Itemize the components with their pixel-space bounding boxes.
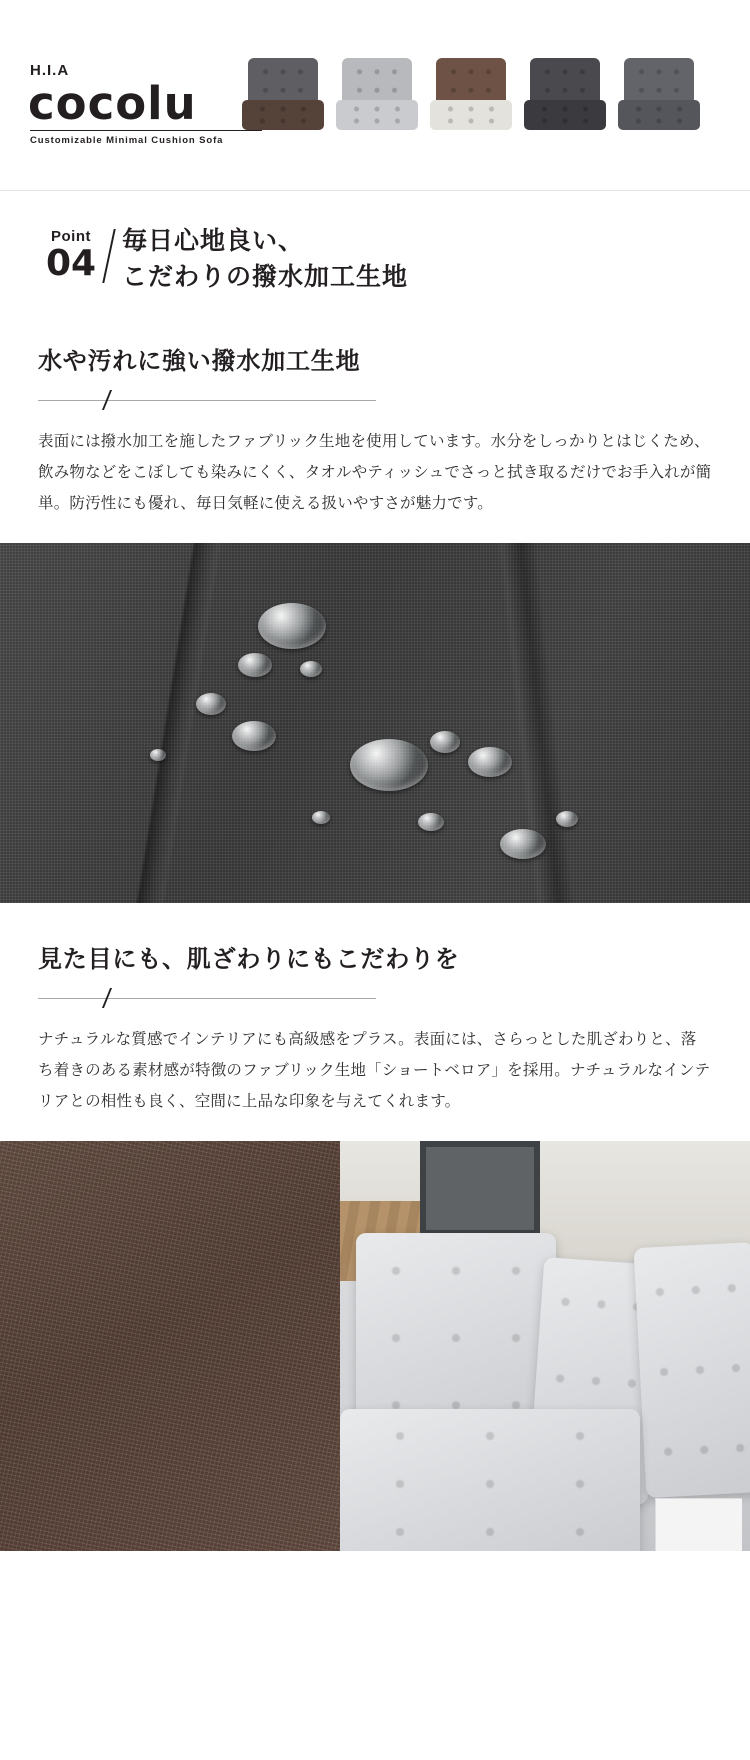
- point-number: 04: [45, 243, 97, 284]
- water-droplet: [232, 721, 276, 751]
- water-droplet: [418, 813, 444, 831]
- point-title: [122, 223, 408, 294]
- brand-divider: [30, 130, 262, 131]
- sofa-swatch-gray: [616, 58, 702, 136]
- brand-name-label: cocolu: [28, 77, 197, 130]
- floor-prop: [655, 1498, 742, 1551]
- section-heading: 水や汚れに強い撥水加工生地: [38, 347, 361, 375]
- water-droplet: [312, 811, 330, 824]
- section-rule: [38, 988, 376, 1008]
- point-separator: [102, 229, 115, 283]
- fabric-weave-texture: [0, 543, 750, 903]
- sofa-swatch-light-gray: [334, 58, 420, 136]
- water-droplet: [300, 661, 322, 677]
- sofa-cushion-right: [634, 1242, 750, 1498]
- brand-sup-label: H.I.A: [30, 62, 70, 79]
- sofa-swatch-brown: [240, 58, 326, 136]
- sofa-swatch-dark-brown: [428, 58, 514, 136]
- brand-header: [0, 0, 750, 191]
- brown-fabric-weave-texture: [0, 1141, 340, 1551]
- color-swatch-list: [240, 58, 702, 136]
- water-droplet: [500, 829, 546, 859]
- section-water-repellent: [0, 341, 750, 519]
- point-block: [0, 225, 750, 305]
- section-body: ナチュラルな質感でインテリアにも高級感をプラス。表面には、さらっとした肌ざわりと、落ち着きのある素材感が特徴のファブリック生地「ショートベロア」を採用。ナチュラルなインテリアとの相性も良く、空間に上品な印象を与えてくれます。: [38, 1030, 711, 1110]
- photo-gray-sofa: [340, 1141, 750, 1551]
- sofa-swatch-charcoal: [522, 58, 608, 136]
- section-rule: [38, 390, 376, 410]
- section-rule-line: [38, 998, 376, 999]
- water-droplet: [350, 739, 428, 791]
- point-title-line-2: こだわりの撥水加工生地: [122, 261, 409, 291]
- sofa-cushion-seat: [340, 1409, 640, 1551]
- photo-water-repellent: [0, 543, 750, 903]
- section-texture: [0, 939, 750, 1117]
- section-body: 表面には撥水加工を施したファブリック生地を使用しています。水分をしっかりとはじくため、飲み物などをこぼしても染みにくく、タオルやティッシュでさっと拭き取るだけでお手入れが簡単。防汚性にも優れ、毎日気軽に使える扱いやすさが魅力です。: [38, 432, 712, 512]
- water-droplet: [430, 731, 460, 753]
- water-droplet: [258, 603, 326, 649]
- photo-pair: [0, 1141, 750, 1551]
- point-title-line-1: 毎日心地良い、: [122, 226, 305, 255]
- section-heading: 見た目にも、肌ざわりにもこだわりを: [38, 945, 460, 973]
- water-droplet: [468, 747, 512, 777]
- point-label: Point: [51, 228, 91, 245]
- photo-brown-fabric: [0, 1141, 340, 1551]
- water-droplet: [556, 811, 578, 827]
- brand-tagline-label: Customizable Minimal Cushion Sofa: [30, 135, 224, 146]
- point-badge: [38, 229, 104, 282]
- room-window: [420, 1141, 540, 1236]
- section-rule-line: [38, 400, 376, 401]
- water-droplet: [150, 749, 166, 761]
- water-droplet: [238, 653, 272, 677]
- water-droplet: [196, 693, 226, 715]
